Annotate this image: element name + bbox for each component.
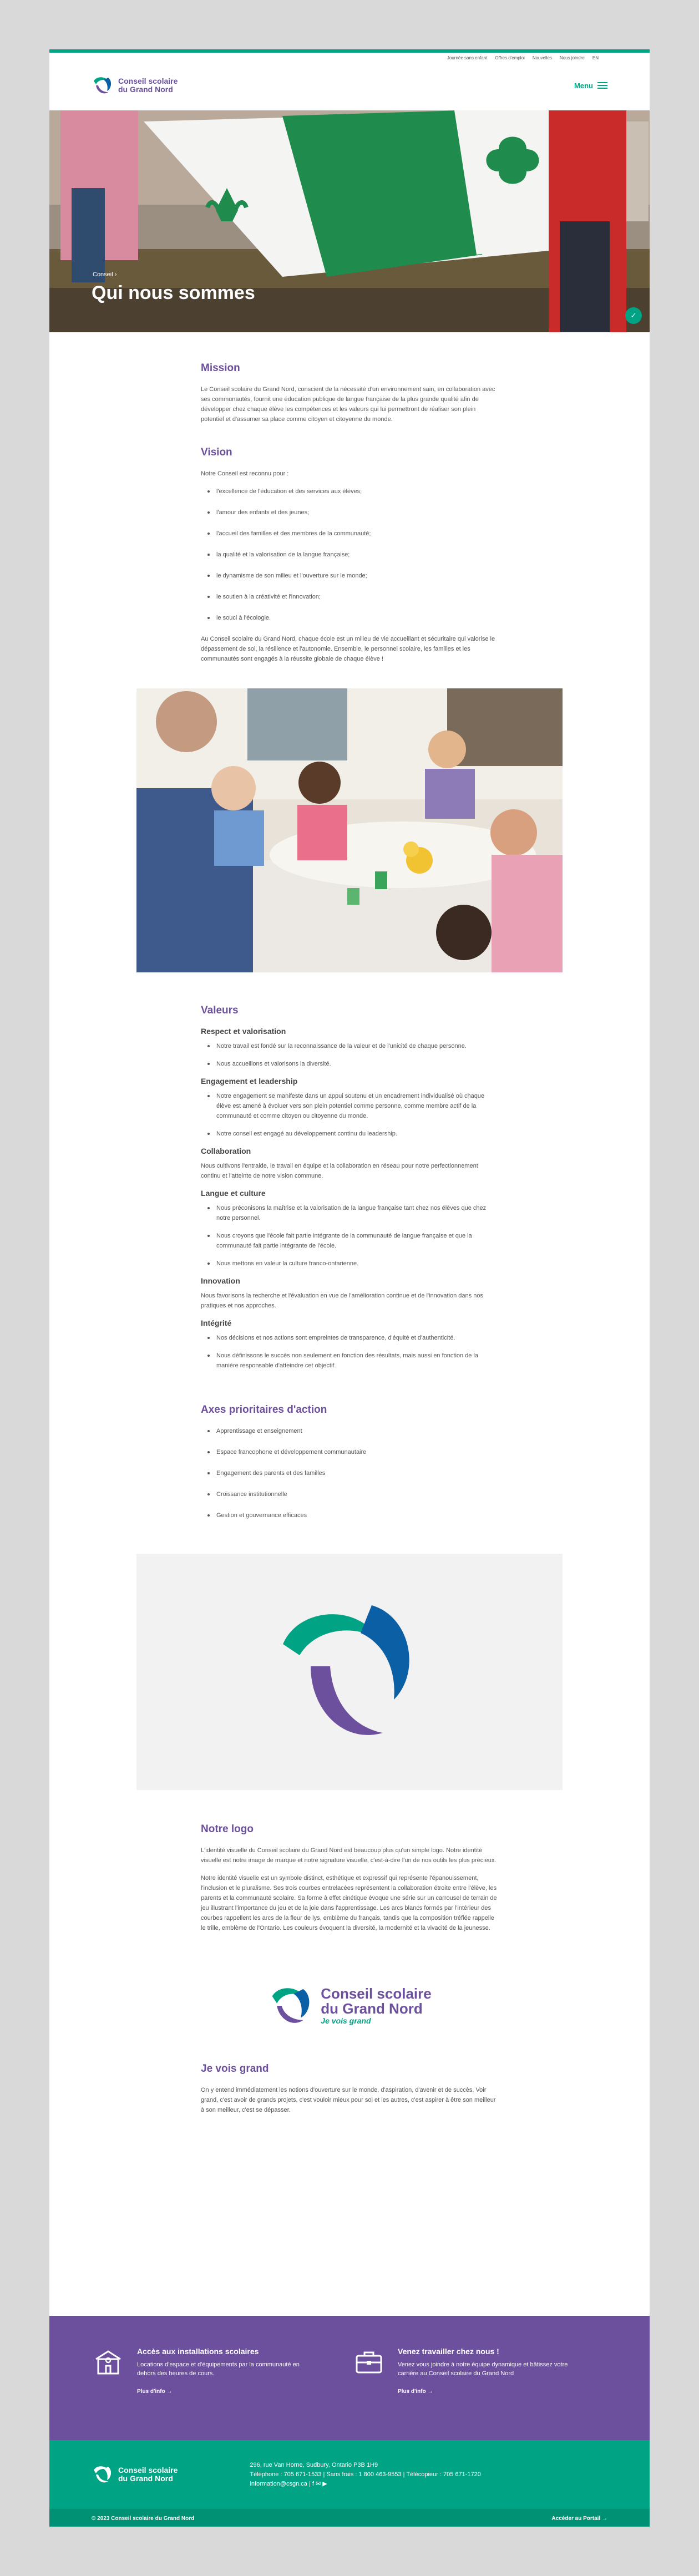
- vision-section: [201, 447, 498, 664]
- list-item: le souci à l'écologie.: [201, 613, 498, 623]
- copyright: © 2023 Conseil scolaire du Grand Nord: [92, 2515, 195, 2522]
- axes-list: [201, 1426, 498, 1520]
- utility-link-journee[interactable]: Journée sans enfant: [447, 55, 488, 60]
- logo-line2: du Grand Nord: [118, 85, 173, 94]
- breadcrumb[interactable]: Conseil ›: [93, 271, 117, 278]
- signature-line2: du Grand Nord: [321, 2000, 423, 2017]
- cta-installations-title: Accès aux installations scolaires: [137, 2347, 259, 2356]
- signature-line1: Conseil scolaire: [321, 1985, 432, 2002]
- axes-section: [201, 1404, 498, 1520]
- logo-text-2: Notre identité visuelle est un symbole distinct, esthétique et expressif qui représente l'épanouissement, l'inclusion et le pluralisme. Ses trois courbes entrelacées représentent la collaboration étroite entre l'élève, les parents et la communauté scolaire. Sa forme à effet cinétique évoque une série sur un carrousel de terrain de jeu illustrant l'importance du jeu et de la joie dans l'apprentissage. Les arcs blancs formés par l'intérieur des courbes rappellent les arcs de la fleur de lys, emblème du français, tandis que la composition tréflée rappelle le trille, emblème de l'Ontario. Les couleurs évoquent la diversité, la modernité et la vivacité de la jeunesse.: [201, 1875, 497, 1931]
- classroom-image: [136, 688, 563, 972]
- valeur-text-innovation: Nous favorisons la recherche et l'évaluation en vue de l'amélioration continue et de l'innovation dans nos pratiques et nos approches.: [201, 1292, 483, 1309]
- portal-link[interactable]: Accéder au Portail →: [551, 2515, 607, 2522]
- cta-emploi-title: Venez travailler chez nous !: [398, 2347, 499, 2356]
- valeur-heading-respect: Respect et valorisation: [201, 1027, 286, 1036]
- brand-signature: [49, 1982, 650, 2030]
- list-item: Nous définissons le succès non seulement en fonction des résultats, mais aussi en fonction de la manière responsable d'atteindre cet objectif.: [201, 1351, 498, 1371]
- logo-showcase: [136, 1554, 563, 1790]
- list-item: Notre conseil est engagé au développement continu du leadership.: [201, 1129, 498, 1139]
- menu-label: Menu: [574, 81, 593, 90]
- list-item: Nos décisions et nos actions sont empreintes de transparence, d'équité et d'authenticité.: [201, 1333, 498, 1343]
- vision-title: Vision: [201, 447, 232, 458]
- mission-section: [201, 362, 498, 424]
- valeurs-title: Valeurs: [201, 1005, 239, 1016]
- trefoil-signature-icon: [267, 1982, 315, 2030]
- logo-line1: Conseil scolaire: [118, 77, 178, 86]
- valeur-heading-innovation: Innovation: [201, 1276, 240, 1285]
- footer-contact: 296, rue Van Horne, Sudbury, Ontario P3B 1H9 Téléphone : 705 671-1533 | Sans frais : 1 800 463-9553 | Télécopieur : 705 671-1720 information@csgn.ca | f ✉ ▶: [250, 2461, 481, 2487]
- cta-emploi-link[interactable]: Plus d'info →: [398, 2389, 433, 2395]
- logo-section: [201, 1823, 498, 1933]
- list-item: Engagement des parents et des familles: [201, 1468, 498, 1478]
- language-toggle[interactable]: EN: [592, 55, 599, 60]
- vision-intro: Notre Conseil est reconnu pour :: [201, 470, 289, 477]
- list-item: l'amour des enfants et des jeunes;: [201, 508, 498, 518]
- list-item: le soutien à la créativité et l'innovation;: [201, 592, 498, 602]
- je-vois-grand-section: [201, 2063, 498, 2115]
- list-item: l'excellence de l'éducation et des services aux élèves;: [201, 486, 498, 496]
- valeur-heading-collaboration: Collaboration: [201, 1147, 251, 1155]
- list-item: Croissance institutionnelle: [201, 1489, 498, 1499]
- vision-list: [201, 486, 498, 623]
- valeur-list-langue: [201, 1203, 498, 1269]
- list-item: Notre engagement se manifeste dans un appui soutenu et un encadrement individualisé où chaque élève est amené à évoluer vers son plein potentiel comme personne, comme membre actif de la communauté et comme citoyen ou citoyenne du monde.: [201, 1091, 498, 1121]
- valeur-list-engagement: [201, 1091, 498, 1139]
- valeur-heading-langue: Langue et culture: [201, 1189, 266, 1198]
- list-item: Apprentissage et enseignement: [201, 1426, 498, 1436]
- list-item: Espace francophone et développement communautaire: [201, 1447, 498, 1457]
- list-item: l'accueil des familles et des membres de la communauté;: [201, 529, 498, 539]
- footer: [49, 2440, 650, 2509]
- cta-installations-text: Locations d'espace et d'équipements par la communauté en dehors des heures de cours.: [137, 2361, 300, 2377]
- footer-logo[interactable]: [92, 2463, 178, 2486]
- trefoil-logo-icon: [92, 74, 114, 97]
- vision-closing: Au Conseil scolaire du Grand Nord, chaque école est un milieu de vie accueillant et sécuritaire qui valorise le dépassement de soi, la résilience et l'autonomie. Ensemble, le personnel scolaire, les familles et les communautés sont engagés à la réussite globale de chaque élève !: [201, 636, 495, 662]
- list-item: Nous préconisons la maîtrise et la valorisation de la langue française tant chez nos élèves que chez notre personnel.: [201, 1203, 498, 1223]
- axes-title: Axes prioritaires d'action: [201, 1404, 327, 1416]
- valeur-list-integrite: [201, 1333, 498, 1371]
- valeur-text-collaboration: Nous cultivons l'entraide, le travail en équipe et la collaboration en réseau pour notre perfectionnement continu et l'atteinte de notre vision commune.: [201, 1163, 478, 1179]
- list-item: Nous mettons en valeur la culture franco-ontarienne.: [201, 1259, 498, 1269]
- logo-text-1: L'identité visuelle du Conseil scolaire du Grand Nord est beaucoup plus qu'un simple logo. Notre identité visuelle est notre image de marque et notre signature visuelle, c'est-à-dire l'un de nos outils les plus précieux.: [201, 1847, 497, 1864]
- breadcrumb-conseil[interactable]: Conseil: [93, 271, 113, 278]
- cta-emploi: [352, 2347, 569, 2440]
- page-title: Qui nous sommes: [92, 282, 255, 303]
- list-item: le dynamisme de son milieu et l'ouverture sur le monde;: [201, 571, 498, 581]
- footer-email[interactable]: information@csgn.ca: [250, 2480, 307, 2487]
- utility-nav: [49, 53, 650, 60]
- classroom-photo: [136, 688, 563, 972]
- social-icons[interactable]: f ✉ ▶: [312, 2480, 327, 2487]
- logo-title: Notre logo: [201, 1823, 254, 1835]
- mission-text: Le Conseil scolaire du Grand Nord, conscient de la nécessité d'un environnement sain, en collaboration avec ses communautés, fournit une éducation publique de langue française de la plus grande qualité afin de développer chez chaque élève les compétences et les valeurs qui lui permettront de réaliser son plein potentiel et d'assumer sa place comme citoyen et citoyenne du monde.: [201, 386, 495, 423]
- bottom-bar: [49, 2509, 650, 2527]
- footer-logo-line1: Conseil scolaire: [118, 2466, 178, 2475]
- utility-link-nouvelles[interactable]: Nouvelles: [532, 55, 552, 60]
- cta-installations-link[interactable]: Plus d'info →: [137, 2389, 173, 2395]
- site-logo[interactable]: [92, 74, 178, 97]
- trefoil-large-icon: [277, 1594, 422, 1750]
- menu-button[interactable]: [574, 80, 607, 90]
- valeur-heading-integrite: Intégrité: [201, 1319, 232, 1327]
- signature-tagline: Je vois grand: [321, 2016, 371, 2026]
- school-icon: [92, 2347, 125, 2378]
- je-vois-grand-title: Je vois grand: [201, 2063, 269, 2075]
- list-item: la qualité et la valorisation de la langue française;: [201, 550, 498, 560]
- hamburger-icon: [597, 80, 607, 90]
- list-item: Gestion et gouvernance efficaces: [201, 1510, 498, 1520]
- cta-installations: [92, 2347, 308, 2440]
- mission-title: Mission: [201, 362, 240, 374]
- trefoil-footer-icon: [92, 2463, 114, 2486]
- list-item: Nous accueillons et valorisons la diversité.: [201, 1059, 498, 1069]
- list-item: Notre travail est fondé sur la reconnaissance de la valeur et de l'unicité de chaque personne.: [201, 1041, 498, 1051]
- accessibility-badge-icon[interactable]: ✓: [625, 307, 642, 324]
- je-vois-grand-text: On y entend immédiatement les notions d'ouverture sur le monde, d'aspiration, d'avenir et de succès. Voir grand, c'est avoir de grands projets, c'est vouloir mieux pour soi et les autres, c'est aspirer à être son meilleur à son meilleur, c'est se dépasser.: [201, 2087, 496, 2113]
- valeurs-section: [201, 1005, 498, 1371]
- page: [49, 49, 650, 2527]
- briefcase-icon: [352, 2347, 386, 2378]
- valeur-heading-engagement: Engagement et leadership: [201, 1077, 298, 1086]
- utility-link-joindre[interactable]: Nous joindre: [559, 55, 585, 60]
- footer-address: 296, rue Van Horne, Sudbury, Ontario P3B 1H9: [250, 2461, 378, 2468]
- list-item: Nous croyons que l'école fait partie intégrante de la communauté de langue française et que la communauté fait partie intégrante de l'école.: [201, 1231, 498, 1251]
- cta-emploi-text: Venez vous joindre à notre équipe dynamique et bâtissez votre carrière au Conseil scolaire du Grand Nord: [398, 2361, 568, 2377]
- valeur-list-respect: [201, 1041, 498, 1069]
- utility-link-emploi[interactable]: Offres d'emploi: [495, 55, 525, 60]
- footer-logo-line2: du Grand Nord: [118, 2474, 173, 2483]
- cta-band: [49, 2316, 650, 2440]
- hero-banner: [49, 110, 650, 332]
- footer-phones: Téléphone : 705 671-1533 | Sans frais : 1 800 463-9553 | Télécopieur : 705 671-1720: [250, 2471, 481, 2478]
- main-header: [49, 60, 650, 110]
